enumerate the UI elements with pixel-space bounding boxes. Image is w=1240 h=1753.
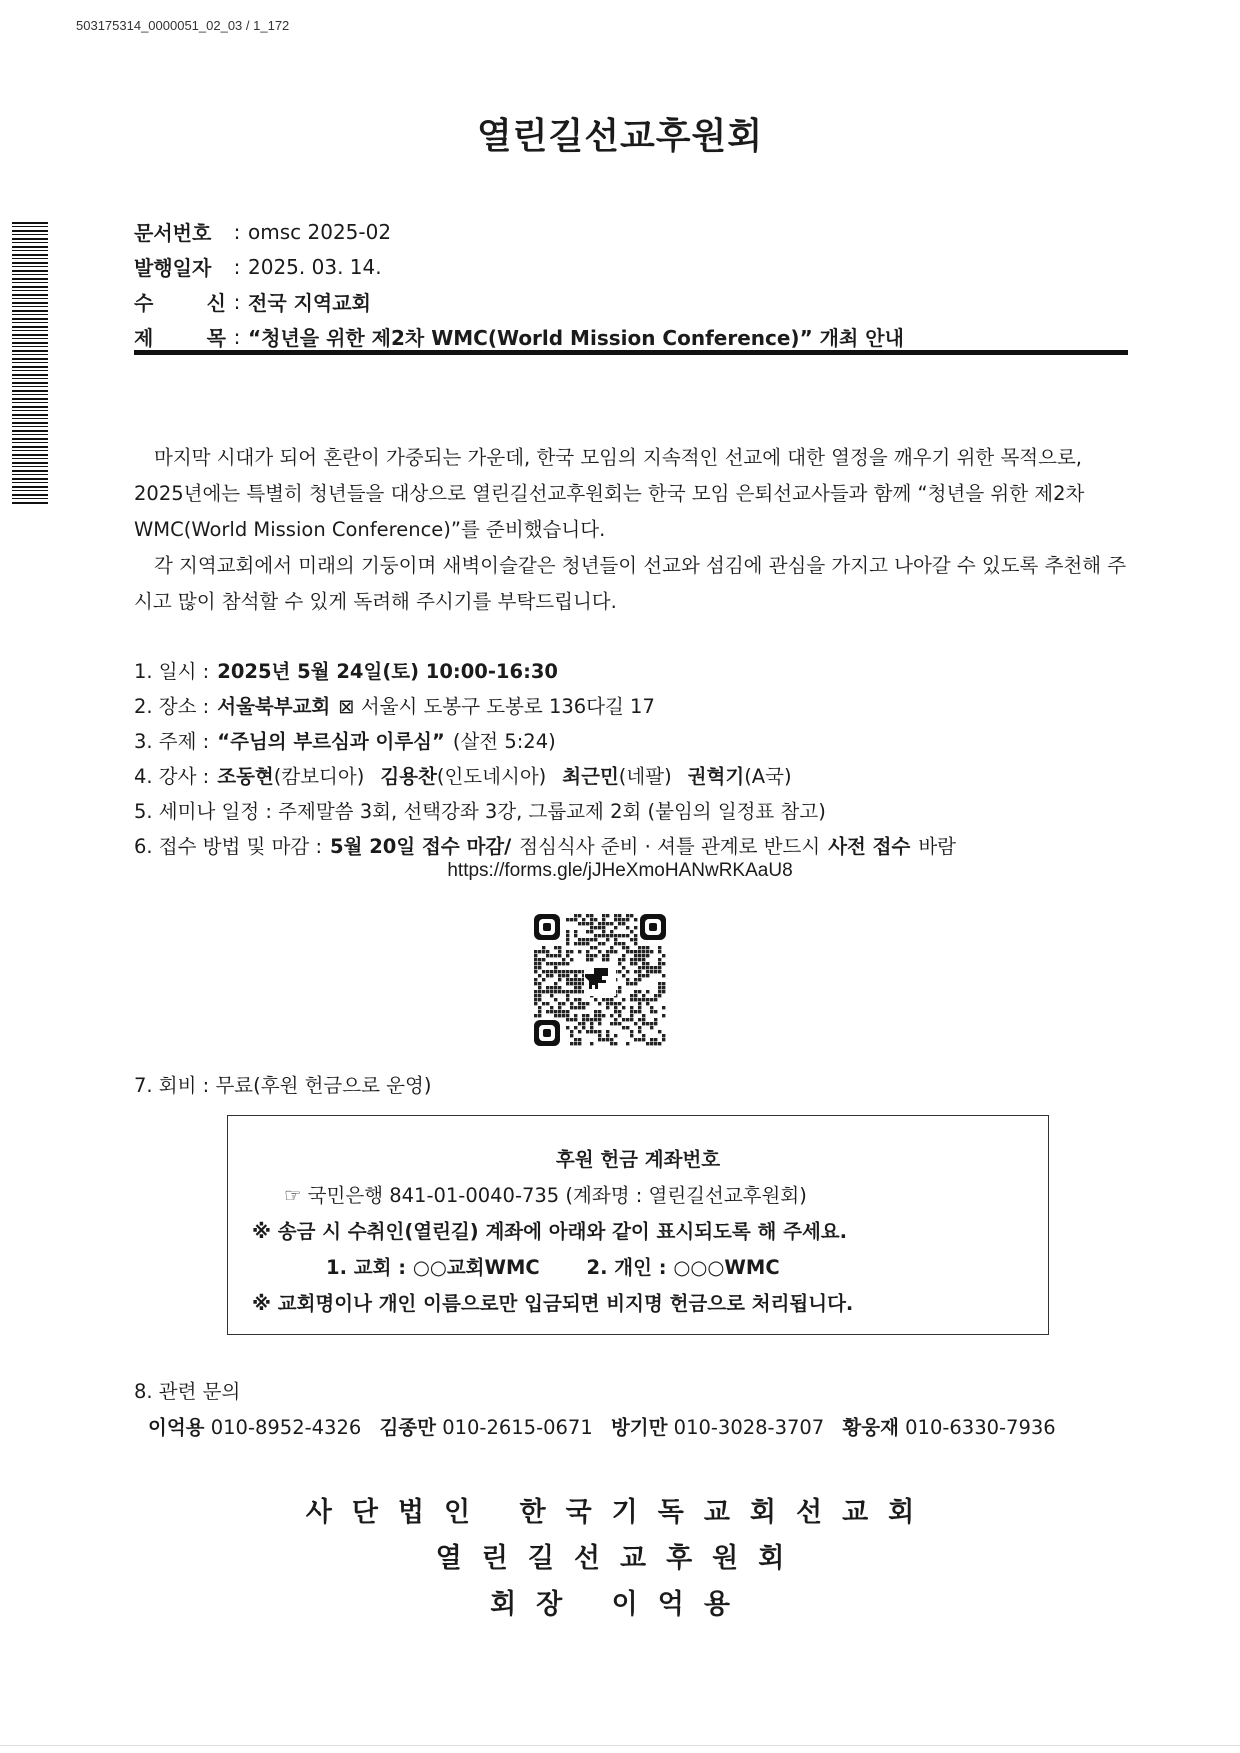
contact-name: 방기만 <box>610 1416 668 1439</box>
event-theme <box>134 722 1129 757</box>
date-label: 1. 일시 : <box>134 659 210 683</box>
signature-president: 회장 이억용 <box>490 1589 750 1620</box>
donation-title: 후원 헌금 계좌번호 <box>555 1148 721 1171</box>
letter-header <box>134 214 1129 354</box>
colon: : <box>233 219 241 244</box>
contact-list <box>148 1412 1068 1440</box>
issue-date-row <box>134 249 1129 284</box>
speaker-name: 권혁기 <box>687 764 745 788</box>
contact-phone: 010-2615-0671 <box>442 1416 593 1439</box>
contact-name: 황웅재 <box>842 1416 899 1439</box>
doc-number: omsc 2025-02 <box>248 219 392 244</box>
side-barcode <box>12 222 48 506</box>
theme-value: “주님의 부르심과 이루심” <box>217 729 445 753</box>
contact-name: 이억용 <box>148 1416 205 1439</box>
donation-account: ☞ 국민은행 841-01-0040-735 (계좌명 : 열린길선교후원회) <box>284 1184 807 1207</box>
registration-label: 6. 접수 방법 및 마감 : <box>134 834 323 858</box>
org-title: 열린길선교후원회 <box>476 116 764 157</box>
theme-reference: (살전 5:24) <box>452 729 556 753</box>
recipient-row <box>134 284 1129 319</box>
recipient: 전국 지역교회 <box>248 291 371 315</box>
qr-code <box>532 912 668 1048</box>
intro-paragraph-2: 각 지역교회에서 미래의 기둥이며 새벽이슬같은 청년들이 선교와 섬김에 관심을 가지고 나아갈 수 있도록 추천해 주시고 많이 참석할 수 있게 독려해 주시기를 부탁드립니다. <box>134 554 1127 613</box>
registration-deadline: 5월 20일 접수 마감/ <box>330 834 512 858</box>
speaker-country: (인도네시아) <box>436 764 547 788</box>
speakers-label: 4. 강사 : <box>134 764 210 788</box>
donation-note: ※ 송금 시 수취인(열린길) 계좌에 아래와 같이 표시되도록 해 주세요. <box>252 1220 848 1243</box>
intro-text <box>134 440 1129 620</box>
colon: : <box>233 324 241 349</box>
header-divider <box>134 350 1128 355</box>
subject-label <box>134 322 226 351</box>
contact-phone: 010-6330-7936 <box>905 1416 1056 1439</box>
contact-phone: 010-8952-4326 <box>210 1416 362 1439</box>
speaker-name: 조동현 <box>217 764 274 788</box>
contact-item <box>842 1412 1055 1440</box>
contact-item <box>379 1412 592 1440</box>
recipient-label-1: 수 <box>134 291 154 315</box>
date-value: 2025년 5월 24일(토) 10:00-16:30 <box>217 659 558 683</box>
contact-item <box>611 1412 824 1440</box>
recipient-label <box>134 287 226 316</box>
issue-date-label: 발행일자 <box>134 256 212 280</box>
contact-item <box>148 1412 361 1440</box>
donation-example-individual: 2. 개인 : ○○○WMC <box>586 1256 780 1279</box>
contact-heading: 8. 관련 문의 <box>134 1380 241 1403</box>
doc-number-row <box>134 214 1129 249</box>
subject-label-1: 제 <box>134 326 154 350</box>
registration-end: 바람 <box>918 834 956 858</box>
subject-label-2: 목 <box>206 326 226 350</box>
colon: : <box>233 289 241 314</box>
speaker-country: (네팔) <box>618 764 672 788</box>
page-bottom-edge <box>0 1745 1240 1746</box>
document-id: 503175314_0000051_02_03 / 1_172 <box>76 18 290 33</box>
intro-paragraph-1: 마지막 시대가 되어 혼란이 가중되는 가운데, 한국 모임의 지속적인 선교에 대한 열정을 깨우기 위한 목적으로, 2025년에는 특별히 청년들을 대상으로 열린길선교후원회는 한국 모임 은퇴선교사들과 함께 “청년을 위한 제2차 WMC(World Mission Conference)”를 준비했습니다. <box>134 446 1085 541</box>
contact-phone: 010-3028-3707 <box>673 1416 825 1439</box>
donation-warning: ※ 교회명이나 개인 이름으로만 입금되면 비지명 헌금으로 처리됩니다. <box>252 1292 854 1315</box>
signature-org: 사단법인 한국기독교회선교회 <box>305 1497 935 1528</box>
speaker-name: 김용찬 <box>380 764 437 788</box>
theme-label: 3. 주제 : <box>134 729 210 753</box>
contact-name: 김종만 <box>379 1416 436 1439</box>
registration-note: 점심식사 준비 · 셔틀 관계로 반드시 <box>519 834 821 858</box>
registration-emphasis: 사전 접수 <box>828 834 911 858</box>
doc-number-label: 문서번호 <box>134 221 212 245</box>
speaker-country: (A국) <box>744 764 792 788</box>
place-label: 2. 장소 : <box>134 694 210 718</box>
speaker-country: (캄보디아) <box>273 764 365 788</box>
speaker-name: 최근민 <box>562 764 619 788</box>
registration-url[interactable]: https://forms.gle/jJHeXmoHANwRKAaU8 <box>447 860 793 881</box>
event-place <box>134 687 1129 722</box>
subject-row <box>134 319 1129 354</box>
place-address: ⊠ 서울시 도봉구 도봉로 136다길 17 <box>338 694 655 718</box>
donation-examples <box>326 1252 780 1280</box>
recipient-label-2: 신 <box>206 291 226 315</box>
event-date <box>134 652 1129 687</box>
donation-example-church: 1. 교회 : ○○교회WMC <box>326 1256 540 1279</box>
place-name: 서울북부교회 <box>217 694 331 718</box>
subject: “청년을 위한 제2차 WMC(World Mission Conference)” 개최 안내 <box>248 326 904 350</box>
issue-date: 2025. 03. 14. <box>248 254 382 279</box>
fee-line: 7. 회비 : 무료(후원 헌금으로 운영) <box>134 1074 432 1097</box>
event-details <box>134 652 1129 862</box>
colon: : <box>233 254 241 279</box>
event-registration <box>134 827 1129 862</box>
signature-suborg: 열린길선교후원회 <box>435 1543 805 1574</box>
event-seminar: 5. 세미나 일정 : 주제말씀 3회, 선택강좌 3강, 그룹교제 2회 (붙임의 일정표 참고) <box>134 799 826 823</box>
event-speakers <box>134 757 1129 792</box>
donation-box <box>227 1115 1049 1335</box>
